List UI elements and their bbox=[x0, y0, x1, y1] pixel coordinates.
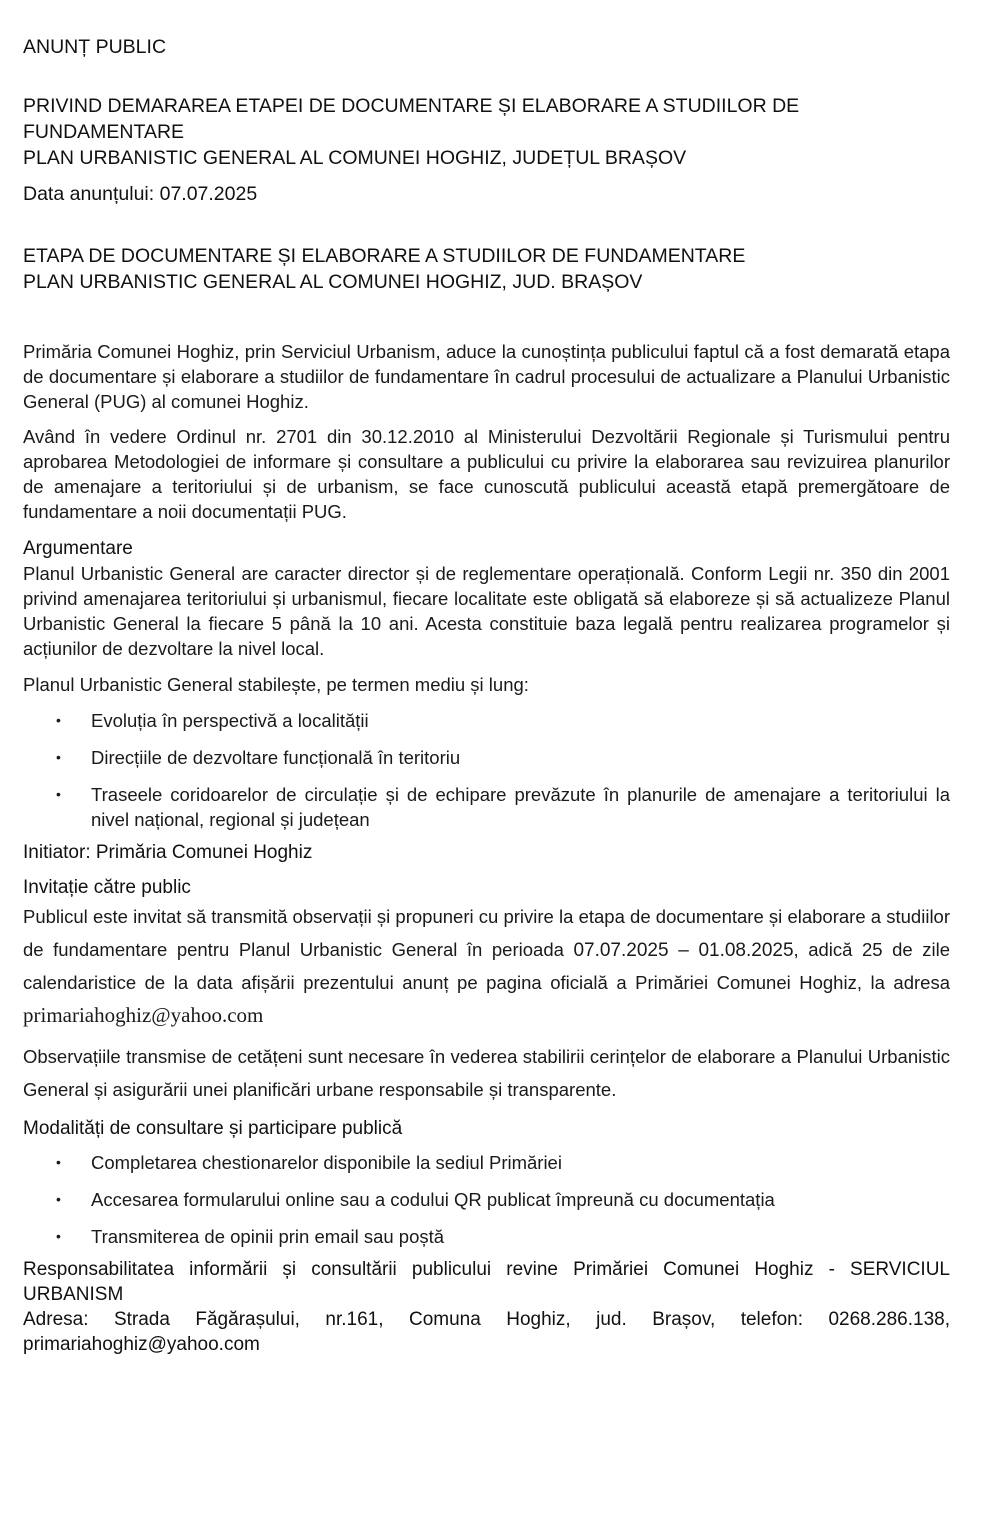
legal-basis-paragraph: Având în vedere Ordinul nr. 2701 din 30.12.2010 al Ministerului Dezvoltării Regionale și Turismului pentru aprobarea Metodologiei de informare și consultare a publicului cu privire la elaborarea sau revizuirea planurilor de amenajare a teritoriului și de urbanism, se face cunoscută publicului această etapă premergătoare de fundamentare a noii documentații PUG. bbox=[23, 426, 950, 522]
modalities-heading: Modalități de consultare și participare publică bbox=[23, 1118, 403, 1139]
bullet-icon: • bbox=[56, 1228, 61, 1244]
announcement-label: ANUNȚ PUBLIC bbox=[23, 36, 167, 58]
list-item bbox=[23, 1150, 950, 1175]
title-line-2: PLAN URBANISTIC GENERAL AL COMUNEI HOGHIZ, JUDEȚUL BRAȘOV bbox=[23, 147, 687, 169]
initiator-value: Primăria Comunei Hoghiz bbox=[95, 842, 313, 863]
argument-heading: Argumentare bbox=[23, 538, 133, 559]
pug-objectives-list bbox=[23, 708, 950, 832]
bullet-icon: • bbox=[56, 786, 61, 802]
argument-paragraph: Planul Urbanistic General are caracter director și de reglementare operațională. Conform Legii nr. 350 din 2001 privind amenajarea teritoriului și urbanismul, fiecare localitate este obligată să elaboreze și să actualizeze Planul Urbanistic General la fiecare 5 până la 10 ani. Acesta constituie baza legală pentru realizarea programelor și acțiunilor de dezvoltare la nivel local. bbox=[23, 563, 950, 659]
bullet-icon: • bbox=[56, 1154, 61, 1170]
list-item bbox=[23, 708, 950, 733]
list-item bbox=[23, 1187, 950, 1212]
list-item bbox=[23, 745, 950, 770]
announcement-date: Data anunțului: 07.07.2025 bbox=[23, 183, 258, 205]
list-item bbox=[23, 782, 950, 832]
contact-block bbox=[23, 1257, 950, 1357]
initiator-separator: : bbox=[85, 842, 96, 863]
bullet-icon: • bbox=[56, 1191, 61, 1207]
initiator-line bbox=[23, 840, 950, 865]
intro-paragraph: Primăria Comunei Hoghiz, prin Serviciul Urbanism, aduce la cunoștința publicului faptul că a fost demarată etapa de documentare și elaborare a studiilor de fundamentare în cadrul procesului de actualizare a Planului Urbanistic General (PUG) al comunei Hoghiz. bbox=[23, 341, 950, 412]
stage-line-1: ETAPA DE DOCUMENTARE ȘI ELABORARE A STUDIILOR DE FUNDAMENTARE bbox=[23, 245, 746, 267]
bullet-icon: • bbox=[56, 712, 61, 728]
stage-title bbox=[23, 243, 950, 295]
invitation-paragraph bbox=[23, 900, 950, 1032]
invitation-heading: Invitație către public bbox=[23, 877, 191, 898]
consultation-period: 07.07.2025 – 01.08.2025 bbox=[573, 940, 794, 961]
invitation-text-2: , adică 25 de zile calendaristice de la data afișării prezentului anunț pe pagina oficială a Primăriei Comunei Hoghiz, la adresa bbox=[23, 939, 950, 993]
modalities-list bbox=[23, 1150, 950, 1249]
initiator-label: Initiator bbox=[23, 842, 86, 863]
title-line-1: PRIVIND DEMARAREA ETAPEI DE DOCUMENTARE ȘI ELABORARE A STUDIILOR DE FUNDAMENTARE bbox=[23, 95, 800, 143]
list-item-text: Traseele coridoarelor de circulație și de echipare prevăzute în planurile de amenajare a teritoriului la nivel național, regional și județean bbox=[91, 784, 950, 830]
list-item-text: Direcțiile de dezvoltare funcțională în teritoriu bbox=[91, 747, 461, 768]
invitation-email: primariahoghiz@yahoo.com bbox=[23, 1003, 264, 1027]
list-item-text: Accesarea formularului online sau a codului QR publicat împreună cu documentația bbox=[91, 1189, 775, 1210]
list-item-text: Transmiterea de opinii prin email sau poștă bbox=[91, 1226, 445, 1247]
list-item bbox=[23, 1224, 950, 1249]
contact-address: Adresa: Strada Făgărașului, nr.161, Comuna Hoghiz, jud. Brașov, telefon: 0268.286.138, primariahoghiz@yahoo.com bbox=[23, 1309, 950, 1355]
establishes-paragraph: Planul Urbanistic General stabilește, pe termen mediu și lung: bbox=[23, 674, 529, 695]
stage-line-2: PLAN URBANISTIC GENERAL AL COMUNEI HOGHIZ, JUD. BRAȘOV bbox=[23, 271, 643, 293]
invitation-block bbox=[23, 900, 950, 1032]
responsibility-statement: Responsabilitatea informării și consultării publicului revine Primăriei Comunei Hoghiz - SERVICIUL URBANISM bbox=[23, 1259, 950, 1305]
observations-paragraph: Observațiile transmise de cetățeni sunt necesare în vederea stabilirii cerințelor de elaborare a Planului Urbanistic General și asigurării unei planificări urbane responsabile și transparente. bbox=[23, 1046, 950, 1100]
list-item-text: Evoluția în perspectivă a localității bbox=[91, 710, 369, 731]
list-item-text: Completarea chestionarelor disponibile la sediul Primăriei bbox=[91, 1152, 562, 1173]
document-title bbox=[23, 93, 950, 171]
invitation-text-1: Publicul este invitat să transmită observații și propuneri cu privire la etapa de documentare și elaborare a studiilor de fundamentare pentru Planul Urbanistic General în perioada bbox=[23, 906, 950, 960]
bullet-icon: • bbox=[56, 749, 61, 765]
